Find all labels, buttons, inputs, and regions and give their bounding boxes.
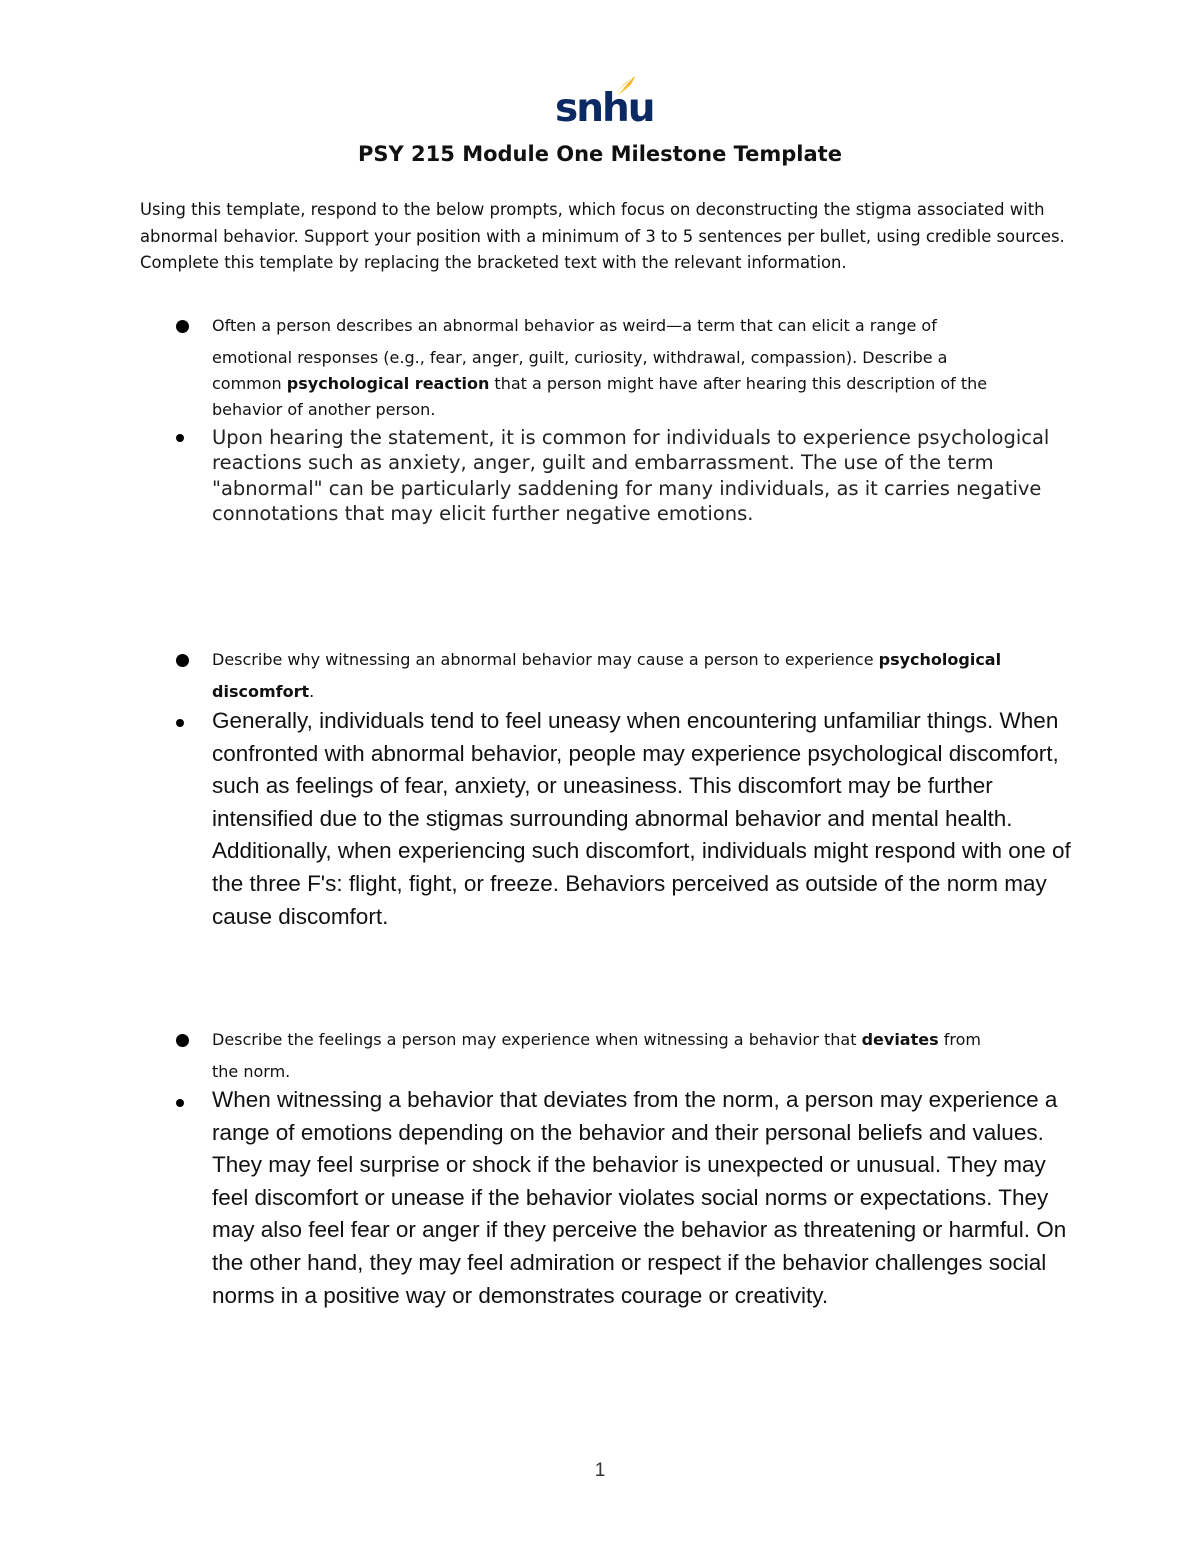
prompt-1 — [212, 313, 1072, 423]
bullet-icon — [176, 654, 189, 667]
prompt-3-line-1-pre: Describe the feelings a person may experience when witnessing a behavior that — [212, 1030, 862, 1049]
prompt-3-emphasis: deviates — [861, 1030, 939, 1049]
prompt-1-line-3 — [212, 371, 1072, 397]
prompt-3-line-1 — [212, 1027, 1072, 1053]
bullet-icon — [176, 434, 184, 442]
bullet-icon — [176, 320, 189, 333]
prompt-2-emphasis: psychological — [878, 650, 1002, 669]
answer-3: When witnessing a behavior that deviates from the norm, a person may experience a range of emotions depending on the behavior and their personal beliefs and values. They may feel surprise or shock if the behavior is unexpected or unusual. They may feel discomfort or unease if the behavior violates social norms or expectations. They may also feel fear or anger if they perceive the behavior as threatening or harmful. On the other hand, they may feel admiration or respect if the behavior challenges social norms in a positive way or demonstrates courage or creativity. — [212, 1087, 1067, 1308]
page-number: 1 — [594, 1460, 606, 1481]
prompt-1-emphasis: psychological reaction — [286, 374, 490, 393]
prompt-2-line-2 — [212, 679, 1072, 705]
prompt-1-line-2: emotional responses (e.g., fear, anger, guilt, curiosity, withdrawal, compassion). Describe a — [212, 348, 948, 367]
prompt-2-emphasis-cont: discomfort — [212, 682, 310, 701]
prompt-2 — [212, 647, 1072, 705]
prompt-2-line-2-post: . — [309, 682, 315, 701]
answer-1: Upon hearing the statement, it is common for individuals to experience psychological reactions such as anxiety, anger, guilt and embarrassment. The use of the term "abnormal" can be particularly saddening for many individuals, as it carries negative connotations that may elicit further negative emotions. — [212, 426, 1050, 525]
bullet-icon — [176, 1034, 189, 1047]
intro-text: Using this template, respond to the below prompts, which focus on deconstructing the stigma associated with abnormal behavior. Support your position with a minimum of 3 to 5 sentences per bullet, using credible sources. Complete this template by replacing the bracketed text with the relevant information. — [140, 200, 1065, 272]
document-title: PSY 215 Module One Milestone Template — [358, 142, 842, 166]
bullet-icon — [176, 1099, 184, 1107]
prompt-2-line-1 — [212, 647, 1072, 673]
prompt-2-line-1-pre: Describe why witnessing an abnormal behavior may cause a person to experience — [212, 650, 879, 669]
prompt-1-line-1: Often a person describes an abnormal behavior as weird—a term that can elicit a range of — [212, 316, 937, 335]
prompt-1-line-3-post: that a person might have after hearing this description of the — [489, 374, 988, 393]
prompt-3 — [212, 1027, 1072, 1085]
prompt-1-line-3-pre: common — [212, 374, 287, 393]
answer-2: Generally, individuals tend to feel uneasy when encountering unfamiliar things. When confronted with abnormal behavior, people may experience psychological discomfort, such as feelings of fear, anxiety, or uneasiness. This discomfort may be further intensified due to the stigmas surrounding abnormal behavior and mental health. Additionally, when experiencing such discomfort, individuals might respond with one of the three F's: flight, fight, or freeze. Behaviors perceived as outside of the norm may cause discomfort. — [212, 708, 1071, 929]
prompt-3-line-1-post: from — [938, 1030, 981, 1049]
prompt-1-line-4: behavior of another person. — [212, 400, 436, 419]
snhu-logo — [555, 74, 654, 132]
logo-wordmark: snhu — [555, 86, 654, 131]
intro-paragraph — [140, 197, 1075, 277]
bullet-icon — [176, 719, 184, 727]
prompt-3-line-2: the norm. — [212, 1062, 291, 1081]
